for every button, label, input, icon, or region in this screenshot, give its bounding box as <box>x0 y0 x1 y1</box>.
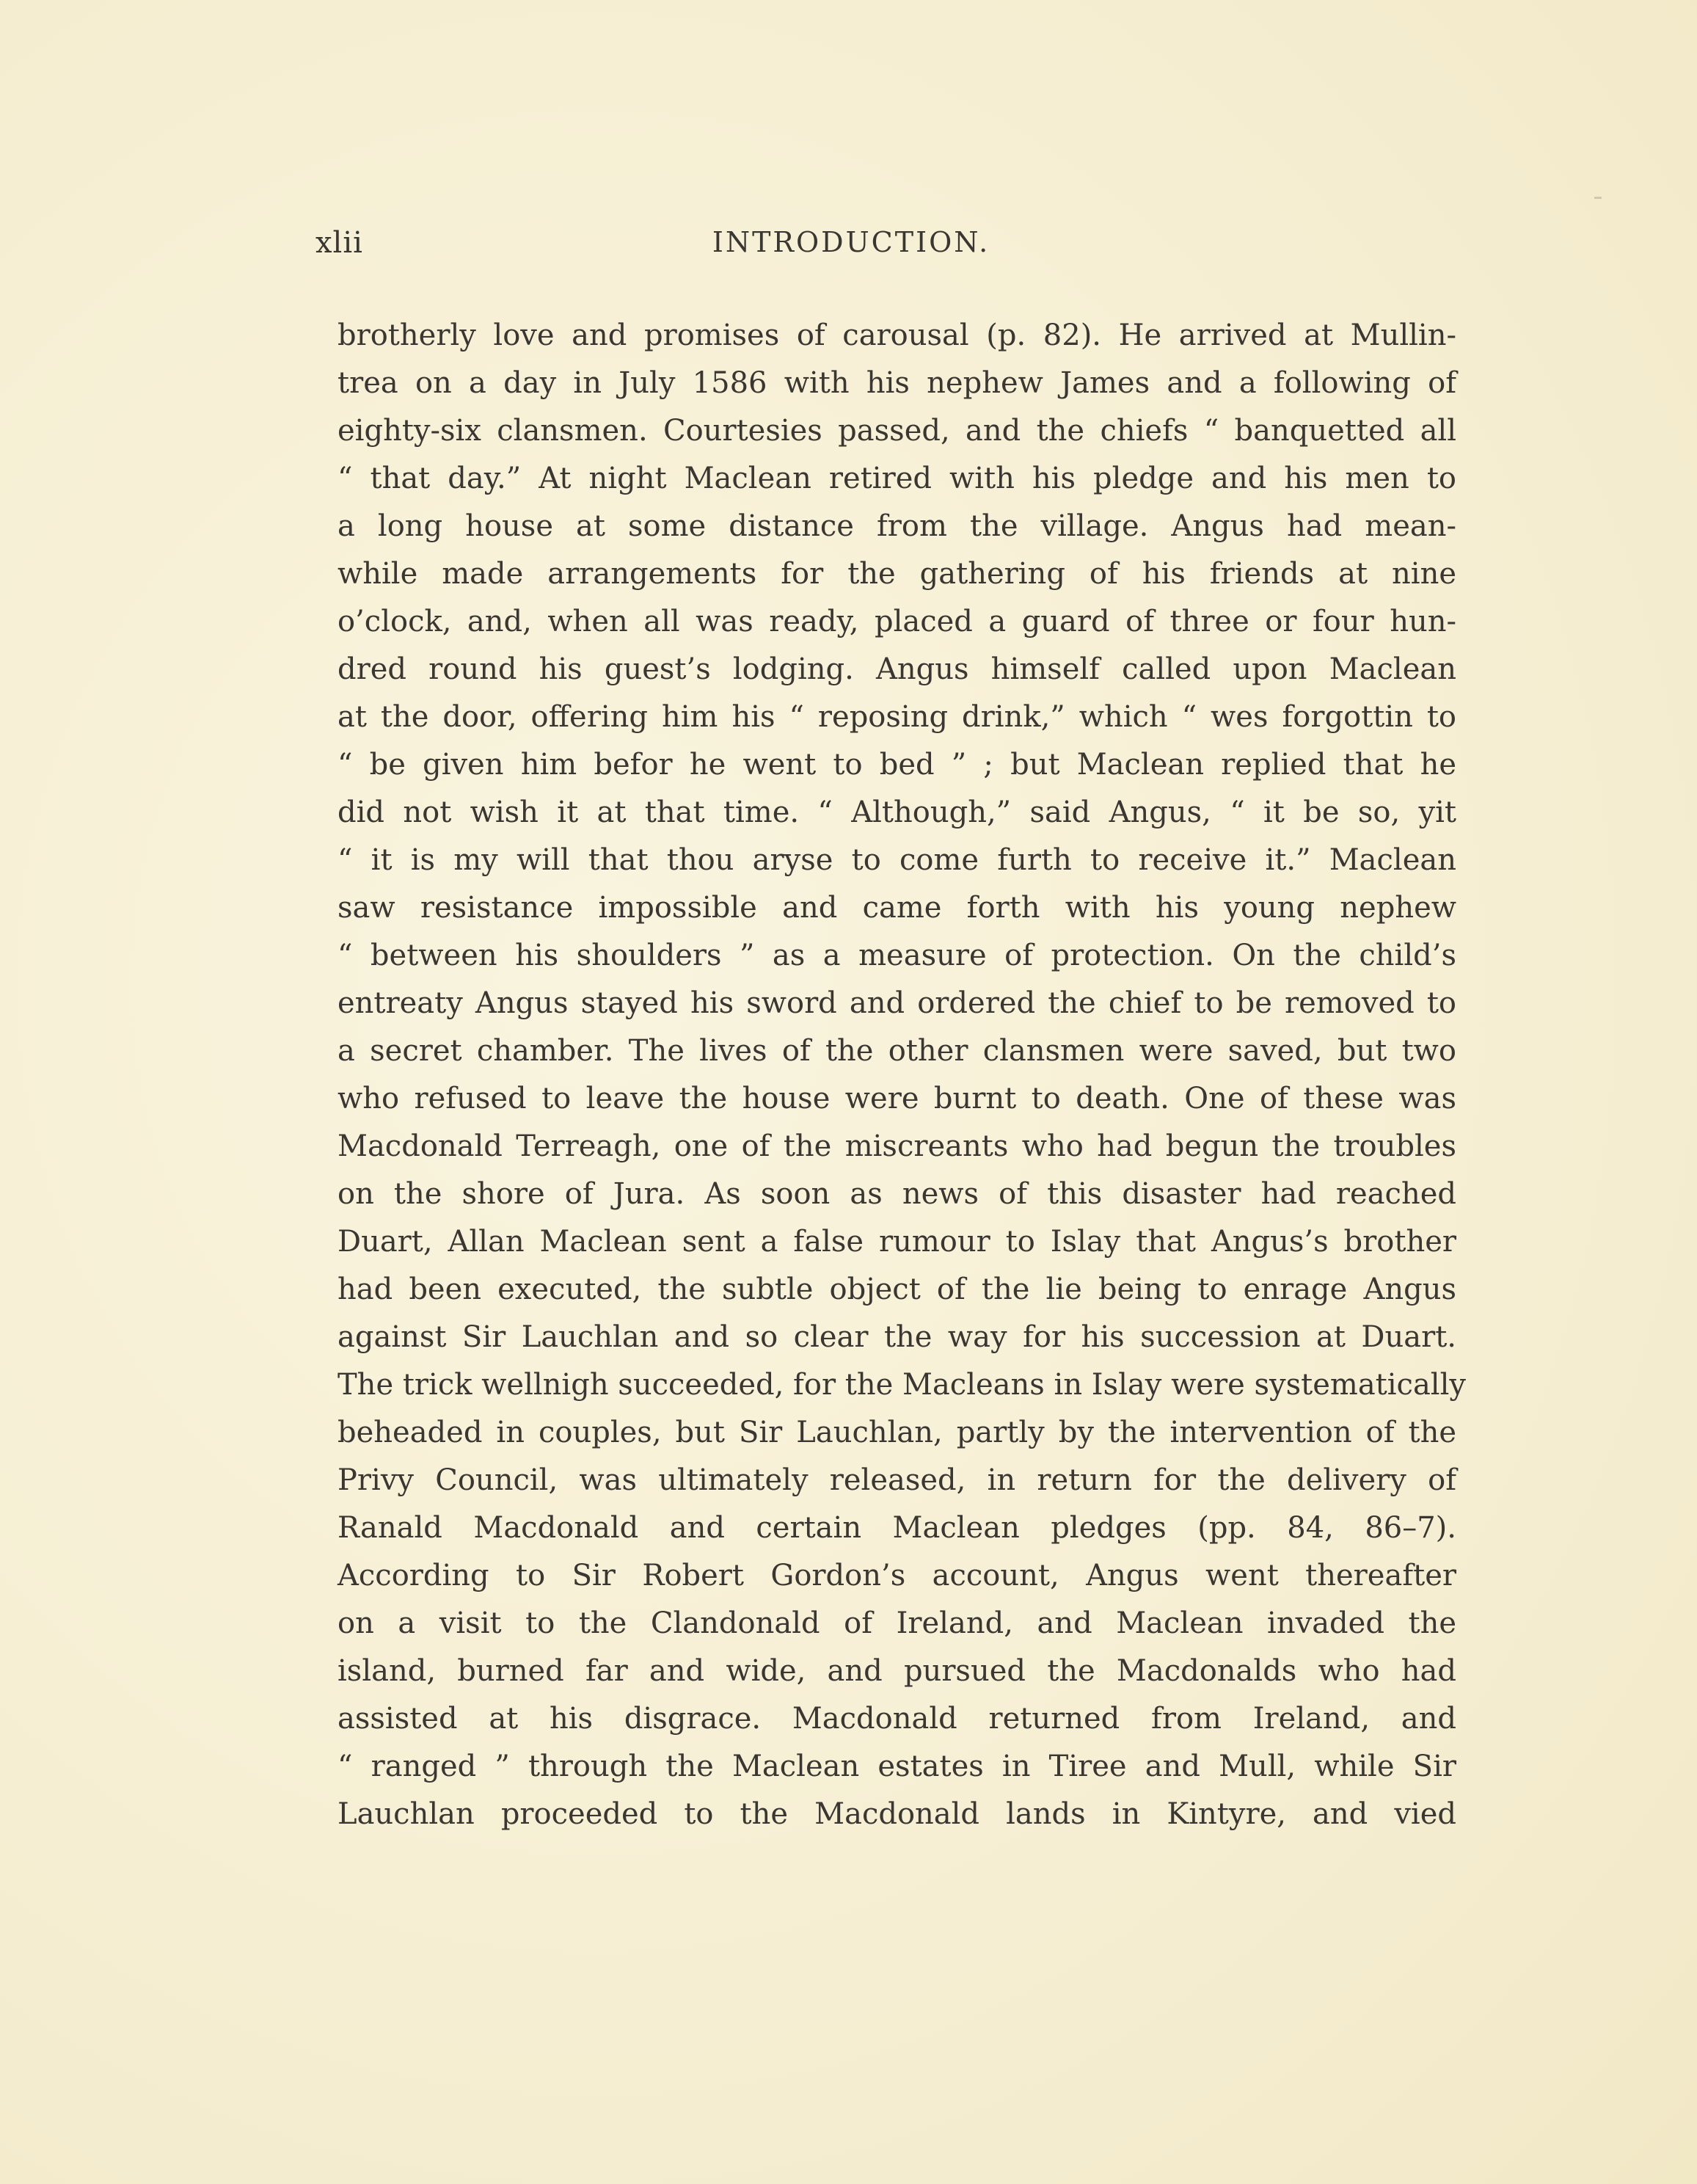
text-line: did not wish it at that time. “ Although,” said Angus, “ it be so, yit <box>337 796 1456 829</box>
text-line: Ranald Macdonald and certain Maclean pledges (pp. 84, 86–7). <box>337 1511 1456 1545</box>
text-line: a secret chamber. The lives of the other clansmen were saved, but two <box>337 1034 1456 1068</box>
text-line: island, burned far and wide, and pursued the Macdonalds who had <box>337 1654 1456 1688</box>
text-line: on a visit to the Clandonald of Ireland, and Maclean invaded the <box>337 1606 1456 1640</box>
text-line: at the door, offering him his “ reposing drink,” which “ wes forgottin to <box>337 700 1456 734</box>
text-line: According to Sir Robert Gordon’s account, Angus went thereafter <box>337 1559 1456 1592</box>
text-line: brotherly love and promises of carousal (p. 82). He arrived at Mullin- <box>337 318 1456 352</box>
text-line: saw resistance impossible and came forth with his young nephew <box>337 891 1456 925</box>
page-number: xlii <box>315 226 363 260</box>
text-line: while made arrangements for the gathering of his friends at nine <box>337 557 1456 591</box>
running-title: INTRODUCTION. <box>712 226 990 258</box>
text-line: who refused to leave the house were burnt to death. One of these was <box>337 1082 1456 1115</box>
text-line: had been executed, the subtle object of the lie being to enrage Angus <box>337 1273 1456 1306</box>
text-line: on the shore of Jura. As soon as news of this disaster had reached <box>337 1177 1456 1211</box>
text-line: “ be given him befor he went to bed ” ; but Maclean replied that he <box>337 748 1456 782</box>
text-line: Privy Council, was ultimately released, in return for the delivery of <box>337 1463 1456 1497</box>
text-line: beheaded in couples, but Sir Lauchlan, partly by the intervention of the <box>337 1416 1456 1449</box>
text-line: Macdonald Terreagh, one of the miscreants who had begun the troubles <box>337 1129 1456 1163</box>
text-line: dred round his guest’s lodging. Angus himself called upon Maclean <box>337 652 1456 686</box>
text-line: “ ranged ” through the Maclean estates in Tiree and Mull, while Sir <box>337 1750 1456 1783</box>
text-line: o’clock, and, when all was ready, placed a guard of three or four hun- <box>337 605 1456 638</box>
text-line: a long house at some distance from the village. Angus had mean- <box>337 509 1456 543</box>
text-line: “ it is my will that thou aryse to come furth to receive it.” Maclean <box>337 843 1456 877</box>
text-line: entreaty Angus stayed his sword and ordered the chief to be removed to <box>337 986 1456 1020</box>
body-text <box>337 312 1466 1838</box>
text-line: assisted at his disgrace. Macdonald returned from Ireland, and <box>337 1702 1456 1736</box>
text-line: against Sir Lauchlan and so clear the way for his succession at Duart. <box>337 1320 1456 1354</box>
text-line: eighty-six clansmen. Courtesies passed, and the chiefs “ banquetted all <box>337 414 1456 448</box>
text-line: The trick wellnigh succeeded, for the Macleans in Islay were systematically <box>337 1368 1466 1402</box>
text-line: Lauchlan proceeded to the Macdonald lands in Kintyre, and vied <box>337 1797 1456 1831</box>
text-line: Duart, Allan Maclean sent a false rumour to Islay that Angus’s brother <box>337 1225 1456 1259</box>
text-line: “ between his shoulders ” as a measure of protection. On the child’s <box>337 939 1456 972</box>
text-line: “ that day.” At night Maclean retired with his pledge and his men to <box>337 462 1456 495</box>
text-line: trea on a day in July 1586 with his nephew James and a following of <box>337 366 1456 400</box>
scan-speck <box>1594 197 1602 199</box>
running-head <box>315 226 1076 270</box>
